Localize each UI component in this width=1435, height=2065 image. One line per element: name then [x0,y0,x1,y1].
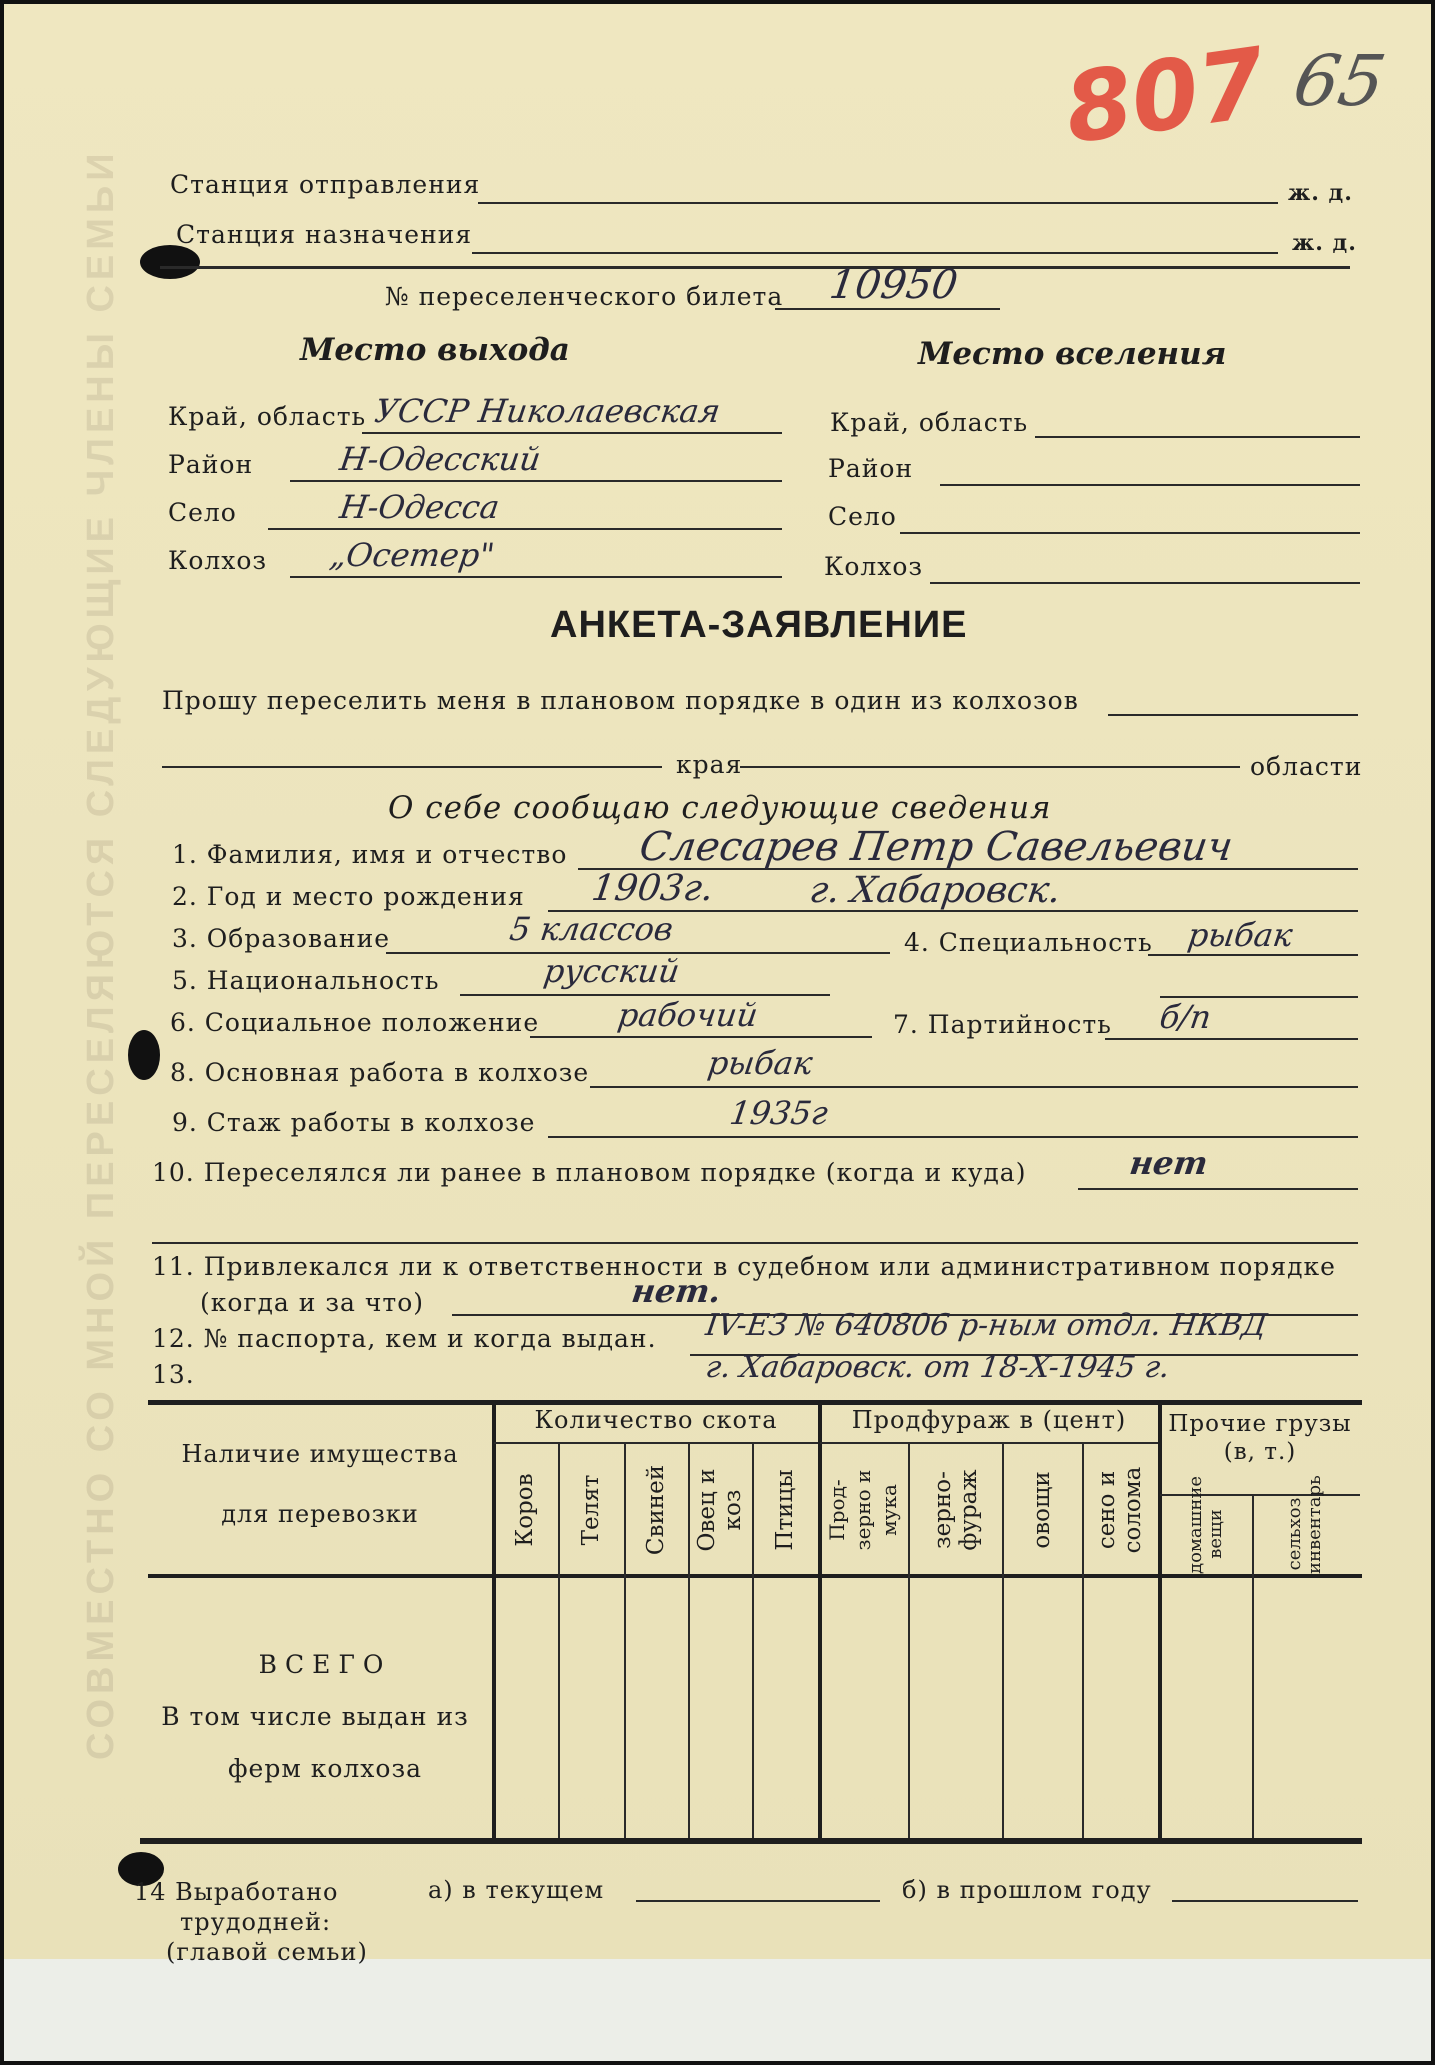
field-4-label: 4. Специальность [904,928,1153,957]
field-8-line [590,1086,1358,1088]
destination-village-line [900,532,1360,534]
archive-number-red: 807 [1058,26,1273,166]
workdays-current-line [636,1900,880,1902]
field-1-value: Слесарев Петр Савельевич [636,824,1236,870]
table-header-border [148,1574,1362,1578]
column-header: Коров [512,1473,538,1547]
field-9-line [548,1136,1358,1138]
origin-kolkhoz-value: „Осетер" [327,536,497,574]
bleed-through-text: СОВМЕСТНО СО МНОЙ ПЕРЕСЕЛЯЮТСЯ СЛЕДУЮЩИЕ ЧЛЕНЫ СЕМЬИ [80,148,122,1760]
table-subcol-divider [908,1444,910,1838]
oblast-label: области [1250,752,1363,781]
origin-village-label: Село [168,498,237,527]
field-10-extra-line [152,1242,1358,1244]
field-11-label: 11. Привлекался ли к ответственности в судебном или административном порядке [152,1252,1336,1281]
table-bottom-border [140,1838,1362,1844]
destination-station-line [472,252,1278,254]
column-header: Прод-зерно и мука [825,1469,901,1551]
origin-kolkhoz-line [290,576,782,578]
ticket-line [775,308,1000,310]
field-1-label: 1. Фамилия, имя и отчество [172,840,568,869]
rail-suffix: ж. д. [1288,180,1353,206]
origin-district-line [290,480,782,482]
field-3-label: 3. Образование [172,924,391,953]
ticket-label: № переселенческого билета [385,282,784,311]
oblast-line [740,766,1240,768]
departure-station-label: Станция отправления [170,170,481,199]
field-4-value: рыбак [1185,916,1295,954]
column-header: Свиней [643,1464,669,1556]
field-7-label: 7. Партийность [893,1010,1112,1039]
field-5-value: русский [541,952,682,990]
krai-label: края [676,750,743,779]
column-header: овощи [1029,1471,1055,1549]
form-title: АНКЕТА-ЗАЯВЛЕНИЕ [550,604,968,646]
request-line [1108,714,1358,716]
column-header: Птицы [772,1469,798,1551]
field-6-value: рабочий [615,996,761,1034]
field-7-line [1105,1038,1358,1040]
table-row-header: Наличие имущества [181,1440,459,1468]
request-text: Прошу переселить меня в плановом порядке в один из колхозов [162,686,1079,715]
destination-station-label: Станция назначения [176,220,473,249]
destination-district-line [940,484,1360,486]
table-col-divider [492,1402,496,1840]
destination-region-label: Край, область [830,408,1029,437]
column-header: Телят [578,1474,604,1546]
table-issued-label-continued: ферм колхоза [227,1754,422,1783]
ticket-number: 10950 [826,262,961,308]
workdays-label-head: (главой семьи) [166,1938,368,1966]
field-4-line [1148,954,1358,956]
field-6-line [530,1036,872,1038]
departure-station-line [478,202,1278,204]
field-13-value: г. Хабаровск. от 18-X-1945 г. [703,1350,1173,1385]
workdays-label-continued: трудодней: [180,1908,332,1936]
scan-bottom-margin [4,1959,1431,2061]
punch-hole-top [140,245,200,279]
rail-suffix: ж. д. [1292,230,1357,256]
field-6-label: 6. Социальное положение [170,1008,540,1037]
field-11-label-continued: (когда и за что) [200,1288,425,1317]
group-fodder-header: Продфураж в (цент) [851,1406,1127,1434]
workdays-current-label: а) в текущем [428,1876,605,1904]
table-col-divider [818,1402,822,1840]
table-subcol-divider [558,1444,560,1838]
destination-kolkhoz-label: Колхоз [824,552,924,581]
table-top-border [148,1400,1362,1405]
table-subcol-divider [1252,1496,1254,1838]
field-13-label: 13. [152,1360,195,1389]
group-other-header: Прочие грузы (в, т.) [1168,1411,1352,1465]
table-subcol-divider [1082,1444,1084,1838]
group-livestock-header: Количество скота [534,1406,778,1434]
field-5-label: 5. Национальность [172,966,440,995]
field-3-value: 5 классов [507,910,676,948]
stations-divider [160,266,1350,269]
origin-kolkhoz-label: Колхоз [168,546,268,575]
field-8-value: рыбак [705,1044,815,1082]
column-header: домашние вещи [1185,1475,1226,1574]
field-2-label: 2. Год и место рождения [172,882,525,911]
group-underline [494,1442,818,1444]
column-header: сено и солома [1094,1466,1146,1554]
origin-region-line [362,432,782,434]
origin-region-value: УССР Николаевская [372,392,723,430]
field-10-label: 10. Переселялся ли ранее в плановом порядке (когда и куда) [152,1158,1027,1187]
field-2-place: г. Хабаровск. [807,870,1064,911]
field-8-label: 8. Основная работа в колхозе [170,1058,590,1087]
workdays-label: 14 Выработано [134,1878,339,1906]
field-9-value: 1935г [727,1094,831,1132]
table-issued-label: В том числе выдан из [161,1702,469,1731]
field-9-label: 9. Стаж работы в колхозе [172,1108,536,1137]
column-header: сельхоз инвентарь [1284,1475,1325,1574]
origin-village-line [268,528,782,530]
destination-district-label: Район [828,454,914,483]
destination-village-label: Село [828,502,897,531]
workdays-previous-label: б) в прошлом году [902,1876,1152,1904]
field-12-label: 12. № паспорта, кем и когда выдан. [152,1324,657,1353]
column-header: зерно-фураж [930,1469,982,1551]
table-total-label: ВСЕГО [258,1650,392,1679]
table-subcol-divider [752,1444,754,1838]
krai-line [162,766,662,768]
table-subcol-divider [1002,1444,1004,1838]
table-row-header-continued: для перевозки [221,1500,419,1528]
field-7-value: б/п [1157,998,1214,1036]
field-10-value: нет [1127,1144,1211,1182]
origin-village-value: Н-Одесса [337,488,502,526]
column-header: Овец и коз [694,1468,746,1552]
archive-number-pencil: 65 [1287,40,1392,122]
table-subcol-divider [624,1444,626,1838]
table-subcol-divider [688,1444,690,1838]
origin-region-label: Край, область [168,402,367,431]
group-underline [820,1442,1158,1444]
destination-heading: Место вселения [918,336,1227,372]
field-11-value: нет. [629,1272,724,1310]
field-12-value: IV-ЕЗ № 640806 р-ным отдл. НКВД [703,1308,1269,1343]
destination-region-line [1035,436,1360,438]
info-heading: О себе сообщаю следующие сведения [388,790,1052,826]
table-col-divider [1158,1402,1162,1840]
origin-district-label: Район [168,450,254,479]
field-10-line [1078,1188,1358,1190]
workdays-previous-line [1172,1900,1358,1902]
punch-hole-middle [128,1030,160,1080]
destination-kolkhoz-line [930,582,1360,584]
origin-heading: Место выхода [300,332,570,368]
field-2-year: 1903г. [589,868,717,909]
origin-district-value: Н-Одесский [337,440,544,478]
